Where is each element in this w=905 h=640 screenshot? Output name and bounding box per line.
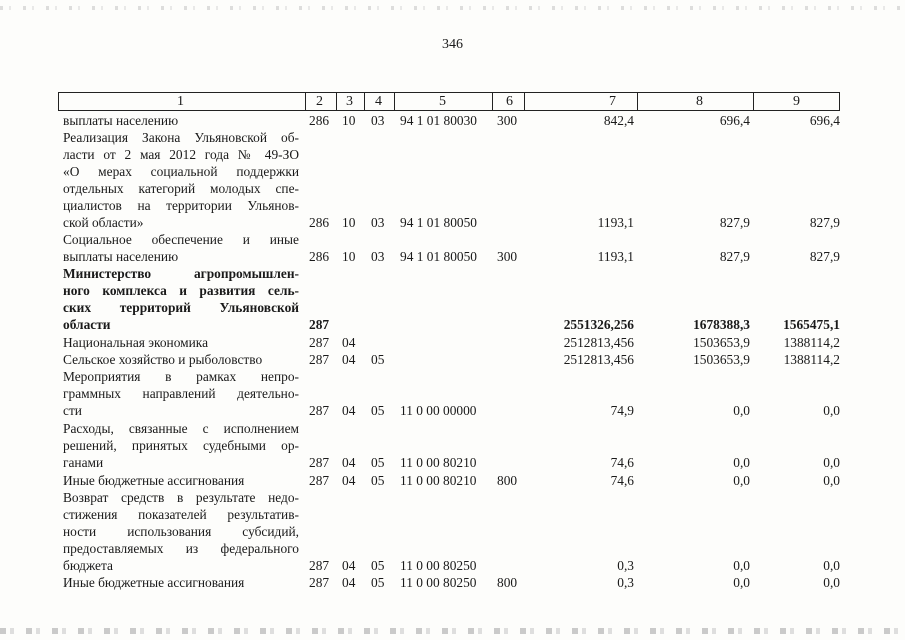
header-divider	[753, 93, 754, 110]
cell-c6: 300	[497, 249, 518, 264]
header-col-7: 7	[609, 94, 616, 109]
cell-c9: 1388114,2	[783, 335, 840, 350]
cell-c4: 05	[371, 575, 385, 590]
cell-c3: 04	[342, 352, 356, 367]
cell-c9: 827,9	[809, 215, 840, 230]
cell-c9: 0,0	[823, 403, 840, 418]
cell-c4: 05	[371, 455, 385, 470]
cell-c8: 0,0	[733, 455, 750, 470]
cell-c2: 287	[309, 473, 330, 488]
cell-c2: 287	[309, 575, 330, 590]
cell-c7: 74,6	[610, 473, 634, 488]
row-description: Реализация Закона Ульяновской об-	[63, 130, 299, 145]
cell-c2: 287	[309, 403, 330, 418]
row-description: циалистов на территории Ульянов-	[63, 198, 299, 213]
row-description: Возврат средств в результате недо-	[63, 490, 299, 505]
cell-c7: 74,9	[610, 403, 634, 418]
cell-c2: 286	[309, 215, 330, 230]
cell-c3: 04	[342, 558, 356, 573]
cell-c4: 03	[371, 215, 385, 230]
cell-c3: 04	[342, 335, 356, 350]
cell-c8: 827,9	[719, 249, 750, 264]
row-description: выплаты населению	[63, 113, 179, 128]
cell-c8: 1503653,9	[693, 352, 750, 367]
row-description: предоставляемых из федерального	[63, 541, 299, 556]
cell-c4: 03	[371, 113, 385, 128]
cell-c5: 94 1 01 80050	[400, 249, 477, 264]
scan-edge-top	[0, 6, 905, 10]
cell-c7: 2512813,456	[563, 352, 634, 367]
cell-c6: 800	[497, 575, 518, 590]
cell-c4: 05	[371, 352, 385, 367]
cell-c5: 94 1 01 80050	[400, 215, 477, 230]
row-description: ской области»	[63, 215, 144, 230]
header-divider	[524, 93, 525, 110]
row-description: ласти от 2 мая 2012 года № 49-ЗО	[63, 147, 299, 162]
header-col-2: 2	[316, 94, 323, 109]
cell-c7: 0,3	[617, 575, 634, 590]
header-divider	[637, 93, 638, 110]
cell-c8: 0,0	[733, 473, 750, 488]
cell-c8: 0,0	[733, 575, 750, 590]
header-divider	[492, 93, 493, 110]
cell-c9: 0,0	[823, 455, 840, 470]
header-col-8: 8	[696, 94, 703, 109]
cell-c8: 827,9	[719, 215, 750, 230]
cell-c2: 286	[309, 113, 330, 128]
row-description: ских территорий Ульяновской	[63, 300, 299, 315]
page-number: 346	[442, 37, 463, 52]
cell-c3: 10	[342, 215, 356, 230]
cell-c9: 0,0	[823, 558, 840, 573]
cell-c9: 827,9	[809, 249, 840, 264]
cell-c7: 1193,1	[597, 249, 634, 264]
cell-c7: 2551326,256	[563, 317, 634, 332]
cell-c3: 04	[342, 473, 356, 488]
cell-c7: 74,6	[610, 455, 634, 470]
cell-c2: 287	[309, 455, 330, 470]
cell-c8: 1503653,9	[693, 335, 750, 350]
cell-c9: 1388114,2	[783, 352, 840, 367]
cell-c9: 1565475,1	[783, 317, 840, 332]
cell-c2: 287	[309, 317, 330, 332]
cell-c3: 04	[342, 455, 356, 470]
cell-c6: 800	[497, 473, 518, 488]
cell-c4: 05	[371, 558, 385, 573]
cell-c8: 1678388,3	[693, 317, 750, 332]
row-description: Социальное обеспечение и иные	[63, 232, 299, 247]
row-description: Иные бюджетные ассигнования	[63, 473, 245, 488]
row-description: отдельных категорий молодых спе-	[63, 181, 299, 196]
row-description: ного комплекса и развития сель-	[63, 283, 299, 298]
row-description: области	[63, 317, 111, 332]
cell-c5: 11 0 00 80210	[400, 473, 477, 488]
row-description: Расходы, связанные с исполнением	[63, 421, 299, 436]
header-divider	[394, 93, 395, 110]
cell-c7: 842,4	[603, 113, 634, 128]
scan-edge-bottom	[0, 628, 905, 634]
row-description: стижения показателей результатив-	[63, 507, 299, 522]
header-col-1: 1	[177, 94, 184, 109]
cell-c3: 10	[342, 113, 356, 128]
cell-c5: 11 0 00 80210	[400, 455, 477, 470]
cell-c5: 94 1 01 80030	[400, 113, 477, 128]
row-description: Национальная экономика	[63, 335, 209, 350]
cell-c4: 05	[371, 403, 385, 418]
cell-c5: 11 0 00 80250	[400, 558, 477, 573]
cell-c8: 0,0	[733, 558, 750, 573]
cell-c8: 696,4	[719, 113, 750, 128]
header-divider	[336, 93, 337, 110]
row-description: ности использования субсидий,	[63, 524, 299, 539]
cell-c5: 11 0 00 00000	[400, 403, 477, 418]
cell-c5: 11 0 00 80250	[400, 575, 477, 590]
cell-c8: 0,0	[733, 403, 750, 418]
cell-c4: 03	[371, 249, 385, 264]
row-description: бюджета	[63, 558, 113, 573]
header-divider	[364, 93, 365, 110]
cell-c2: 286	[309, 249, 330, 264]
header-divider	[305, 93, 306, 110]
row-description: граммных направлений деятельно-	[63, 386, 299, 401]
header-col-4: 4	[375, 94, 382, 109]
row-description: Сельское хозяйство и рыболовство	[63, 352, 263, 367]
cell-c4: 05	[371, 473, 385, 488]
cell-c2: 287	[309, 558, 330, 573]
header-col-9: 9	[793, 94, 800, 109]
cell-c9: 696,4	[809, 113, 840, 128]
row-description: ганами	[63, 455, 104, 470]
cell-c7: 2512813,456	[563, 335, 634, 350]
row-description: выплаты населению	[63, 249, 179, 264]
cell-c6: 300	[497, 113, 518, 128]
column-header-row	[58, 92, 840, 111]
row-description: Мероприятия в рамках непро-	[63, 369, 299, 384]
row-description: Министерство агропромышлен-	[63, 266, 299, 281]
cell-c7: 0,3	[617, 558, 634, 573]
cell-c3: 10	[342, 249, 356, 264]
cell-c3: 04	[342, 403, 356, 418]
row-description: решений, принятых судебными ор-	[63, 438, 299, 453]
row-description: Иные бюджетные ассигнования	[63, 575, 245, 590]
header-col-6: 6	[506, 94, 513, 109]
cell-c3: 04	[342, 575, 356, 590]
row-description: «О мерах социальной поддержки	[63, 164, 299, 179]
cell-c9: 0,0	[823, 575, 840, 590]
cell-c2: 287	[309, 352, 330, 367]
cell-c9: 0,0	[823, 473, 840, 488]
header-col-5: 5	[439, 94, 446, 109]
cell-c7: 1193,1	[597, 215, 634, 230]
header-col-3: 3	[346, 94, 353, 109]
cell-c2: 287	[309, 335, 330, 350]
row-description: сти	[63, 403, 82, 418]
